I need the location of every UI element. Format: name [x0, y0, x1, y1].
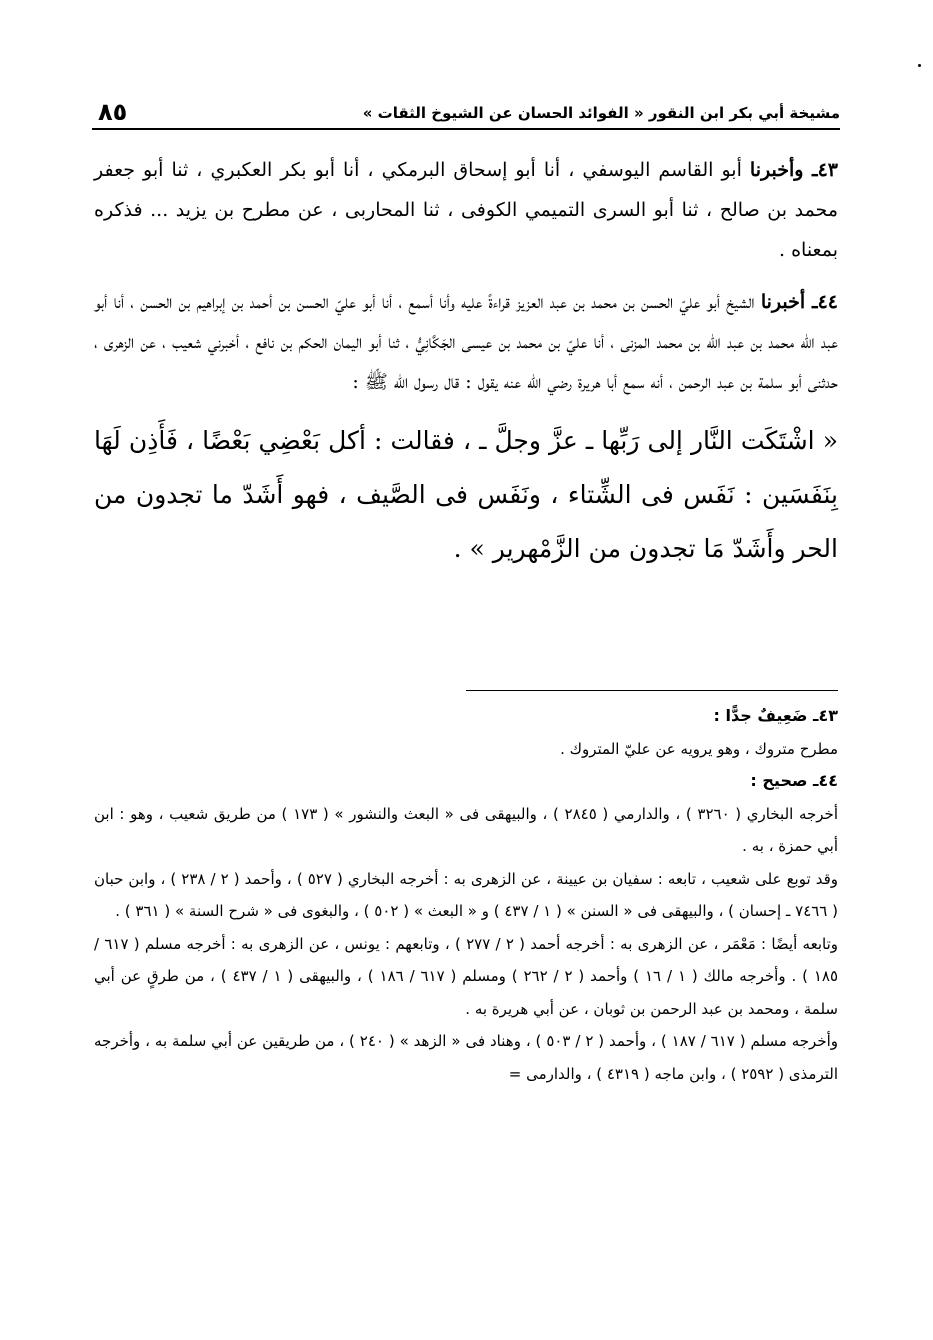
footnote-rule	[466, 690, 838, 691]
entry-43	[94, 150, 838, 270]
entry-number: ٤٣ـ	[803, 159, 839, 181]
note-44-paragraph: وأخرجه مسلم ( ٦١٧ / ١٨٧ ) ، وأحمد ( ٢ / ٥٠٣ ) ، وهناد فى « الزهد » ( ٢٤٠ ) ، من طريقين عن أبي سلمة به ، وأخرجه الترمذى ( ٢٥٩٢ ) ، وابن ماجه ( ٤٣١٩ ) ، والدارمى =	[94, 1032, 838, 1083]
header-rule	[92, 128, 840, 130]
main-text	[94, 150, 838, 576]
note-44-paragraph: وقد توبع على شعيب ، تابعه : سفيان بن عيينة ، عن الزهرى به : أخرجه البخاري ( ٥٢٧ ) ، وأحمد ( ٢ / ٢٣٨ ) ، وابن حبان ( ٧٤٦٦ ـ إحسان ) ، والبيهقى فى « السنن » ( ١ / ٤٣٧ ) و « البعث » ( ٥٠٢ ) ، والبغوى فى « شرح السنة » ( ٣٦١ ) .	[94, 869, 838, 920]
entry-keyword: أخبرنا	[760, 291, 806, 313]
entry-number: ٤٤ـ	[805, 291, 838, 313]
note-44-heading: ٤٤ـ صحيح :	[750, 771, 838, 790]
page-mark	[918, 64, 921, 67]
entry-44	[94, 282, 838, 402]
note-43-text: مطرح متروك ، وهو يرويه عن عليّ المتروك .	[560, 739, 838, 758]
page-number: ٨٥	[98, 98, 128, 126]
running-header	[92, 86, 840, 130]
entry-keyword: وأخبرنا	[749, 159, 804, 181]
hadith-text: « اشْتَكَت النَّار إلى رَبِّها ـ عزَّ وجلَّ ـ ، فقالت : أكل بَعْضِي بَعْضًا ، فَأَذِن لَهَا بِنَفَسَين : نَفَس فى الشِّتاء ، ونَفَس فى الصَّيف ، فهو أَشَدّ ما تجدون من الحر وأَشَدّ مَا تجدون من الزَّمْهرير » .	[94, 426, 838, 563]
footnotes	[94, 700, 838, 1090]
header-title: مشيخة أبي بكر ابن النقور « الفوائد الحسان عن الشيوخ الثقات »	[362, 104, 840, 122]
note-44-paragraph: أخرجه البخاري ( ٣٢٦٠ ) ، والدارمي ( ٢٨٤٥ ) ، والبيهقى فى « البعث والنشور » ( ١٧٣ ) من طريق شعيب ، وهو : ابن أبي حمزة ، به .	[94, 804, 838, 855]
entry-text: الشيخ أبو عليّ الحسن بن محمد بن عبد العزيز قراءةً عليه وأنا أسمع ، أنا أبو عليّ الحسن بن أحمد بن إبراهيم بن الحسن ، أنا أبو عبد اللّه محمد بن عبد اللّه بن محمد المزنى ، أنا عليّ بن محمد بن عيسى الجَكَّانِيُّ ، ثنا أبو اليمان الحكم بن نافع ، أخبرني شعيب ، عن الزهرى ، حدثنى أبو سلمة بن عبد الرحمن ، أنه سمع أبا هريرة رضي اللّه عنه يقول : قال رسول اللّه ﷺ :	[94, 291, 838, 393]
note-43-heading: ٤٣ـ ضَعِيفٌ جدًّا :	[713, 706, 838, 725]
entry-text: أبو القاسم اليوسفي ، أنا أبو إسحاق البرمكي ، أنا أبو بكر العكبري ، ثنا أبو جعفر محمد بن صالح ، ثنا أبو السرى التميمي الكوفى ، ثنا المحاربى ، عن مطرح بن يزيد ... فذكره بمعناه .	[94, 159, 838, 261]
note-44-paragraph: وتابعه أيضًا : مَعْمَر ، عن الزهرى به : أخرجه أحمد ( ٢ / ٢٧٧ ) ، وتابعهم : يونس ، عن الزهرى به : أخرجه مسلم ( ٦١٧ / ١٨٥ ) . وأخرجه مالك ( ١ / ١٦ ) وأحمد ( ٢ / ٢٦٢ ) ومسلم ( ٦١٧ / ١٨٦ ) ، والبيهقى ( ١ / ٤٣٧ ) ، من طرقٍ عن أبي سلمة ، ومحمد بن عبد الرحمن بن ثوبان ، عن أبي هريرة به .	[94, 934, 838, 1018]
